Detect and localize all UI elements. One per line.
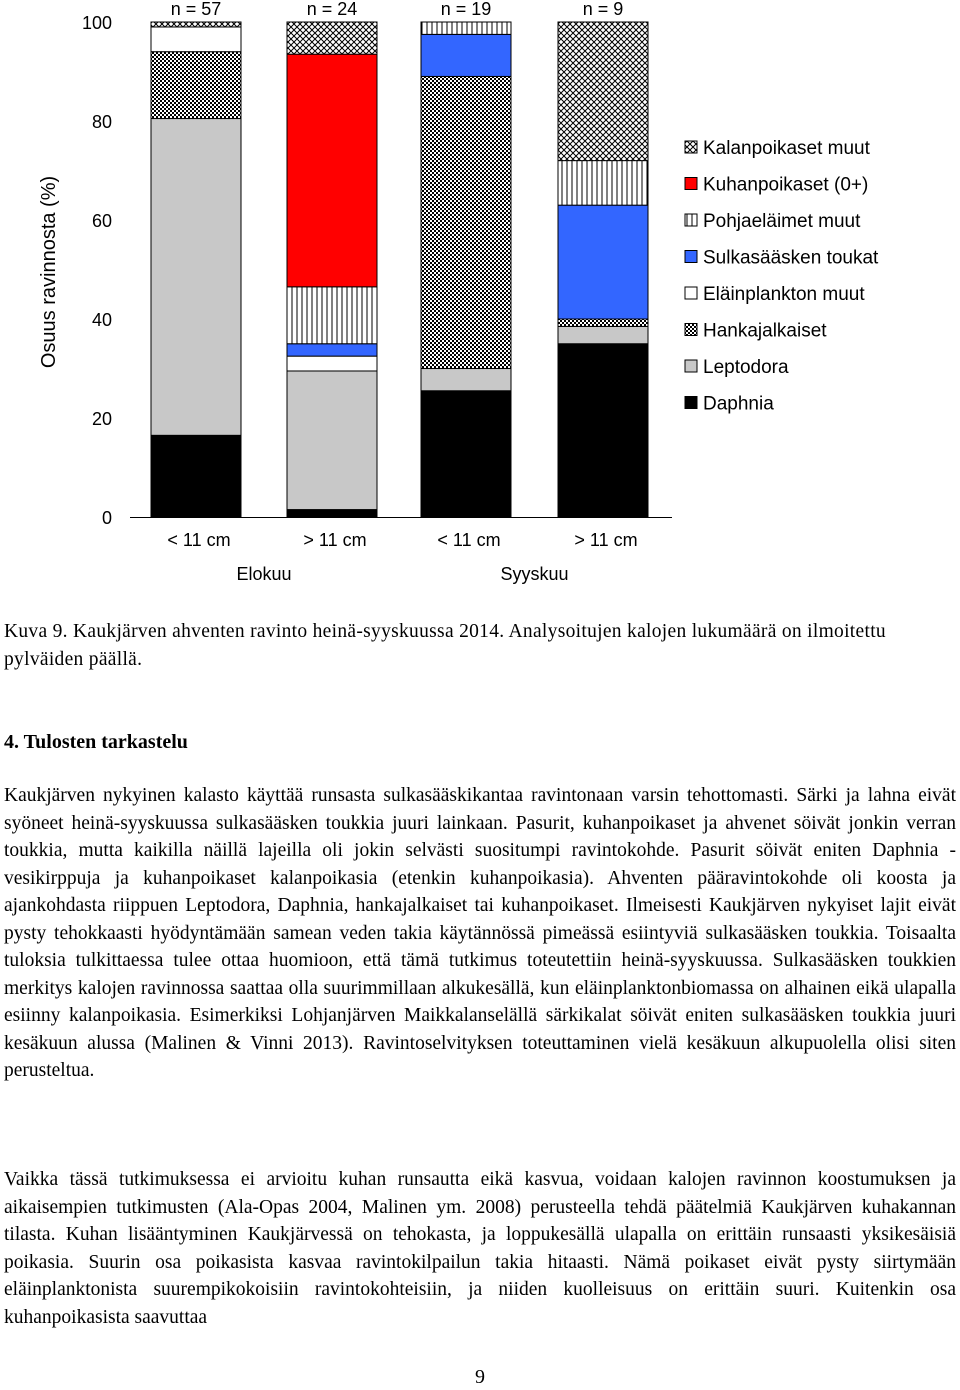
legend-swatch bbox=[685, 178, 697, 190]
legend-label: Kuhanpoikaset (0+) bbox=[703, 174, 869, 196]
bar-segment bbox=[151, 435, 241, 517]
body-paragraph-2: Vaikka tässä tutkimuksessa ei arvioitu kuhan runsautta eikä kasvua, voidaan kalojen ravinnon koostumuksen ja aikaisempien tutkimusten (Ala-Opas 2004, Malinen ym. 2008) perusteella tehdä päätelmiä Kaukjärven kuhakannan tilasta. Kuhan lisääntyminen Kaukjärvessä on tehokasta, ja loppukesällä ulapalla on erittäin runsaasti yksikesäisiä poikasia. Suurin osa poikasista kasvaa ravintokilpailun takia hitaasti. Nämä poikaset eivät pysty siirtymään eläinplanktonista suurempikokoisiin ravintokohteisiin, ja niiden kuolleisuus on erittäin suuri. Kuitenkin osa kuhanpoikasista saavuttaa bbox=[4, 1169, 956, 1328]
bar-segment bbox=[558, 344, 648, 517]
bar-segment bbox=[558, 22, 648, 161]
n-label: n = 57 bbox=[170, 0, 222, 19]
x-tick-label: < 11 cm bbox=[167, 530, 231, 550]
legend-label: Kalanpoikaset muut bbox=[703, 138, 870, 159]
legend-label: Daphnia bbox=[703, 393, 774, 415]
x-tick-label: < 11 cm bbox=[437, 530, 501, 550]
bar-segment bbox=[558, 205, 648, 319]
n-label: n = 19 bbox=[440, 0, 492, 19]
legend-swatch bbox=[685, 214, 697, 226]
bar-segment bbox=[558, 161, 648, 206]
bar-segment bbox=[287, 54, 377, 287]
bar-segment bbox=[421, 22, 511, 34]
legend-swatch bbox=[685, 360, 697, 372]
y-tick-label: 100 bbox=[81, 13, 112, 33]
page-number: 9 bbox=[475, 1366, 485, 1388]
legend-label: Eläinplankton muut bbox=[703, 284, 865, 305]
bar-segment bbox=[558, 326, 648, 343]
bar-segment bbox=[287, 371, 377, 510]
legend-swatch bbox=[685, 287, 697, 299]
figure-caption: Kuva 9. Kaukjärven ahventen ravinto heinä-syyskuussa 2014. Analysoitujen kalojen lukumäärä on ilmoitettu pylväiden päällä. bbox=[4, 621, 886, 670]
bar-segment bbox=[421, 76, 511, 368]
legend-swatch bbox=[685, 397, 697, 409]
bar-segment bbox=[421, 34, 511, 76]
legend-swatch bbox=[685, 324, 697, 336]
n-label: n = 24 bbox=[306, 0, 358, 19]
bar-segment bbox=[287, 510, 377, 517]
bar-segment bbox=[421, 391, 511, 517]
legend-label: Leptodora bbox=[703, 357, 789, 378]
bar-segment bbox=[287, 356, 377, 371]
x-tick-label: > 11 cm bbox=[574, 530, 638, 550]
body-paragraph-1: Kaukjärven nykyinen kalasto käyttää runsasta sulkasääskikantaa ravintonaan varsin tehottomasti. Särki ja lahna eivät syöneet heinä-syyskuussa sulkasääsken toukkia juuri lainkaan. Pasurit, kuhanpoikaset ja ahvenet söivät jonkin verran toukkia, mutta kaikilla näillä lajeilla oli jokin selvästi suositumpi ravintokohde. Pasurit söivät eniten Daphnia -vesikirppuja ja kuhanpoikaset kalanpoikasia (etenkin kuhanpoikasia). Ahventen pääravintokohde oli koosta ja ajankohdasta riippuen Leptodora, Daphnia, hankajalkaiset tai kuhanpoikaset. Ilmeisesti Kaukjärven nykyiset lajit eivät pysty tehokkaasti hyödyntämään samean veden takia käytännössä pimeässä esiintyviä sulkasääsken toukkia. Toisaalta tuloksia tulkittaessa tulee ottaa huomioon, että tämä tutkimus toteutettiin heinä-syyskuussa. Sulkasääsken toukkien merkitys kalojen ravinnossa saattaa olla suurimmillaan alkukesällä, kun eläinplanktonbiomassa on alhainen eikä ulapalla esiinny kalanpoikasia. Esimerkiksi Lohjanjärven Maikkalanselällä särkikalat söivät eniten sulkasääsken toukkia juuri kesäkuun alussa (Malinen & Vinni 2013). Ravintoselvityksen toteuttaminen vielä kesäkuun alkupuolella olisi siten perusteltua. bbox=[4, 785, 956, 1081]
legend-swatch bbox=[685, 141, 697, 153]
y-tick-label: 80 bbox=[91, 112, 112, 132]
bar-segment bbox=[151, 22, 241, 27]
bar-segment bbox=[287, 344, 377, 356]
bar-segment bbox=[151, 52, 241, 119]
bar-segment bbox=[287, 22, 377, 54]
group-label: Syyskuu bbox=[500, 564, 569, 584]
y-tick-label: 0 bbox=[101, 508, 112, 528]
y-tick-label: 40 bbox=[91, 310, 112, 330]
section-heading: 4. Tulosten tarkastelu bbox=[4, 731, 188, 753]
bar-segment bbox=[287, 287, 377, 344]
diet-composition-chart bbox=[0, 0, 960, 600]
n-label: n = 9 bbox=[582, 0, 624, 19]
bar-segment bbox=[151, 27, 241, 52]
bar-segment bbox=[151, 119, 241, 436]
bar-segment bbox=[421, 369, 511, 391]
group-label: Elokuu bbox=[236, 564, 292, 584]
bar-segment bbox=[558, 319, 648, 326]
y-axis-label: Osuus ravinnosta (%) bbox=[38, 175, 60, 369]
legend-label: Pohjaeläimet muut bbox=[703, 211, 861, 232]
y-tick-label: 20 bbox=[91, 409, 112, 429]
legend-swatch bbox=[685, 251, 697, 263]
y-tick-label: 60 bbox=[91, 211, 112, 231]
x-tick-label: > 11 cm bbox=[303, 530, 367, 550]
legend-label: Sulkasääsken toukat bbox=[703, 247, 879, 269]
legend-label: Hankajalkaiset bbox=[703, 320, 827, 342]
